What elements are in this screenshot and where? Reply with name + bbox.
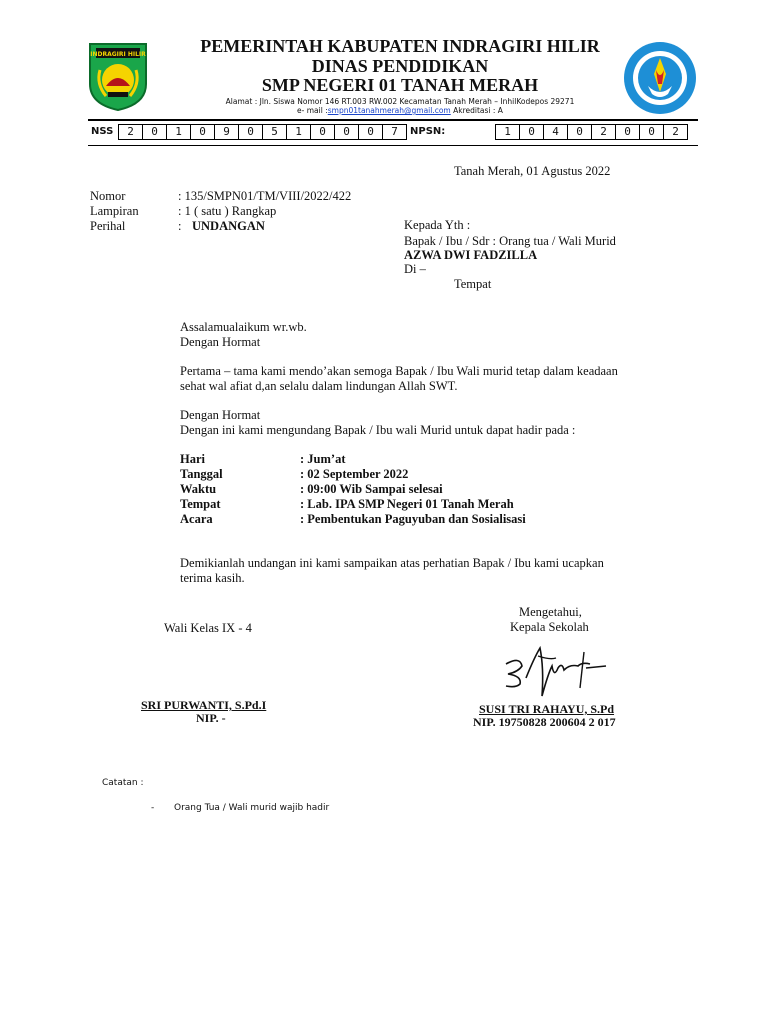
nss-digit: 0: [142, 124, 167, 140]
homeroom-title: Wali Kelas IX - 4: [164, 621, 252, 635]
regency-logo: [86, 40, 150, 112]
paragraph-1-line-1: Pertama – tama kami mendo’akan semoga Bapak / Ibu Wali murid tetap dalam keadaan: [180, 364, 618, 378]
npsn-digit-boxes: [496, 124, 688, 140]
event-date-value: : 02 September 2022: [300, 467, 409, 481]
event-time-label: Waktu: [180, 482, 217, 496]
greeting: Assalamualaikum wr.wb.: [180, 320, 307, 334]
principal-signature: [500, 638, 610, 702]
header-address: Alamat : Jln. Siswa Nomor 146 RT.003 RW.002 Kecamatan Tanah Merah – InhilKodepos 29271: [225, 97, 575, 106]
npsn-label: NPSN:: [410, 126, 446, 137]
event-place-value: : Lab. IPA SMP Negeri 01 Tanah Merah: [300, 497, 514, 511]
lampiran-label: Lampiran: [90, 204, 139, 218]
nss-digit: 1: [166, 124, 191, 140]
respect-line-1: Dengan Hormat: [180, 335, 261, 349]
npsn-digit: 2: [591, 124, 616, 140]
event-day-label: Hari: [180, 452, 205, 466]
homeroom-teacher-nip: NIP. -: [196, 711, 226, 725]
nomor-value: : 135/SMPN01/TM/VIII/2022/422: [178, 189, 352, 203]
notes-bullet: -: [151, 803, 155, 813]
closing-line-2: terima kasih.: [180, 571, 245, 585]
event-agenda-label: Acara: [180, 512, 213, 526]
event-agenda-value: : Pembentukan Paguyuban dan Sosialisasi: [300, 512, 526, 526]
nss-digit: 0: [190, 124, 215, 140]
nss-digit: 0: [358, 124, 383, 140]
npsn-digit: 0: [639, 124, 664, 140]
event-time-value: : 09:00 Wib Sampai selesai: [300, 482, 443, 496]
nss-digit-boxes: [119, 124, 407, 140]
nss-digit: 7: [382, 124, 407, 140]
nss-digit: 0: [310, 124, 335, 140]
lampiran-value: : 1 ( satu ) Rangkap: [178, 204, 277, 218]
npsn-digit: 1: [495, 124, 520, 140]
ids-divider: [88, 145, 698, 146]
nss-label: NSS: [91, 126, 114, 137]
header-agency: DINAS PENDIDIKAN: [311, 56, 489, 76]
closing-line-1: Demikianlah undangan ini kami sampaikan atas perhatian Bapak / Ibu kami ucapkan: [180, 556, 604, 570]
recipient-name: AZWA DWI FADZILLA: [404, 248, 538, 262]
nss-digit: 2: [118, 124, 143, 140]
perihal-value: UNDANGAN: [192, 219, 265, 233]
npsn-digit: 0: [615, 124, 640, 140]
header-government: PEMERINTAH KABUPATEN INDRAGIRI HILIR: [200, 36, 600, 56]
npsn-digit: 4: [543, 124, 568, 140]
invitation-line: Dengan ini kami mengundang Bapak / Ibu wali Murid untuk dapat hadir pada :: [180, 423, 576, 437]
notes-item: Orang Tua / Wali murid wajib hadir: [174, 803, 330, 813]
svg-text:INDRAGIRI HILIR: INDRAGIRI HILIR: [90, 51, 146, 58]
header-school: SMP NEGERI 01 TANAH MERAH: [261, 75, 539, 95]
principal-name: SUSI TRI RAHAYU, S.Pd: [479, 702, 615, 716]
email-prefix: e- mail :: [297, 106, 328, 115]
paragraph-1-line-2: sehat wal afiat d,an selalu dalam lindungan Allah SWT.: [180, 379, 458, 393]
nss-digit: 5: [262, 124, 287, 140]
event-date-label: Tanggal: [180, 467, 223, 481]
email-link[interactable]: smpn01tanahmerah@gmail.com: [327, 106, 451, 115]
respect-line-2: Dengan Hormat: [180, 408, 261, 422]
nss-digit: 0: [334, 124, 359, 140]
nss-digit: 0: [238, 124, 263, 140]
npsn-digit: 0: [567, 124, 592, 140]
homeroom-teacher-name: SRI PURWANTI, S.Pd.I: [141, 698, 267, 712]
nss-digit: 9: [214, 124, 239, 140]
notes-label: Catatan :: [102, 778, 144, 788]
event-place-label: Tempat: [180, 497, 221, 511]
accreditation: Akreditasi : A: [453, 106, 503, 115]
perihal-label: Perihal: [90, 219, 126, 233]
principal-nip: NIP. 19750828 200604 2 017: [473, 715, 616, 729]
recipient-location: Di –: [404, 262, 426, 276]
perihal-colon: :: [178, 219, 182, 233]
recipient-role: Bapak / Ibu / Sdr : Orang tua / Wali Murid: [404, 234, 616, 248]
recipient-salutation: Kepada Yth :: [404, 218, 471, 232]
nss-digit: 1: [286, 124, 311, 140]
npsn-digit: 2: [663, 124, 688, 140]
principal-title: Kepala Sekolah: [510, 620, 589, 634]
header-contact: [160, 106, 640, 115]
acknowledged-label: Mengetahui,: [519, 605, 582, 619]
npsn-digit: 0: [519, 124, 544, 140]
nomor-label: Nomor: [90, 189, 126, 203]
event-day-value: : Jum’at: [300, 452, 346, 466]
header-divider: [88, 119, 698, 121]
letter-date: Tanah Merah, 01 Agustus 2022: [454, 164, 611, 178]
recipient-place: Tempat: [454, 277, 492, 291]
